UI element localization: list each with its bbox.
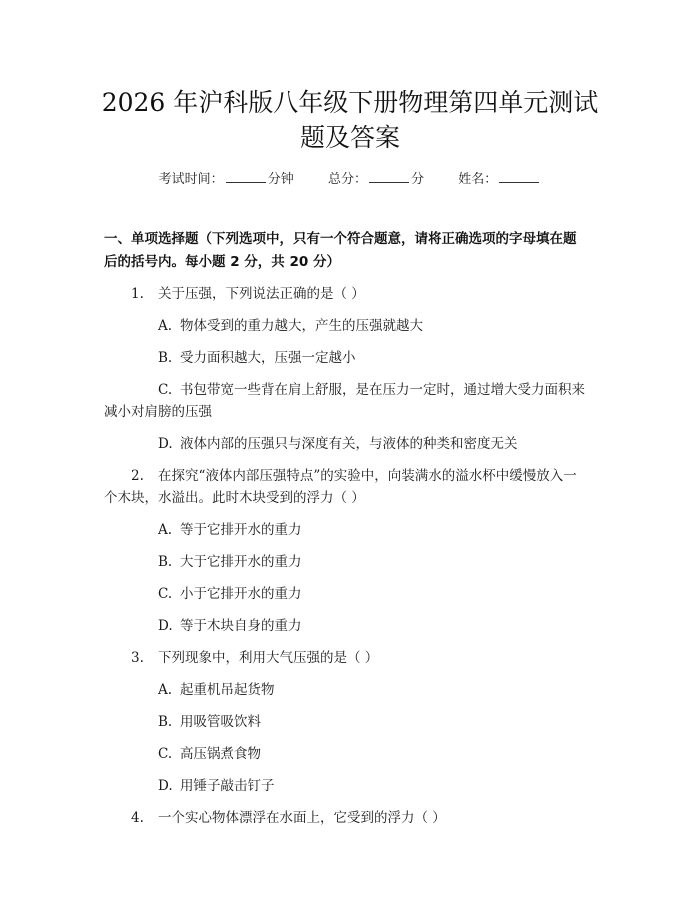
- question-stem: 下列现象中，利用大气压强的是（ ）: [158, 650, 379, 666]
- option-2a: [104, 518, 604, 542]
- option-2d: [104, 614, 604, 638]
- option-text: 小于它排开水的重力: [180, 586, 302, 602]
- page-title: 2026 年沪科版八年级下册物理第四单元测试: [101, 88, 599, 117]
- option-text: 液体内部的压强只与深度有关，与液体的种类和密度无关: [180, 436, 518, 452]
- option-3a: [104, 678, 604, 702]
- name-blank: [499, 170, 539, 183]
- question-stem-continued: 个木块，水溢出。此时木块受到的浮力（ ）: [104, 490, 365, 506]
- option-text: 大于它排开水的重力: [180, 554, 302, 570]
- question-2: [104, 464, 604, 488]
- option-2b: [104, 550, 604, 574]
- option-1d: [104, 432, 604, 456]
- option-3b: [104, 710, 604, 734]
- exam-info-line: [0, 168, 700, 187]
- section-heading-continued: 后的括号内。每小题 2 分，共 20 分）: [104, 254, 340, 270]
- time-blank: [226, 170, 266, 183]
- score-blank: [369, 170, 409, 183]
- option-text: 起重机吊起货物: [180, 682, 275, 698]
- option-letter: D.: [158, 618, 173, 634]
- option-letter: C.: [158, 382, 173, 398]
- option-1a: [104, 314, 604, 338]
- option-text: 等于它排开水的重力: [180, 522, 302, 538]
- option-letter: D.: [158, 436, 173, 452]
- option-2c: [104, 582, 604, 606]
- option-text: 书包带宽一些背在肩上舒服，是在压力一定时，通过增大受力面积来: [180, 382, 585, 398]
- option-letter: C.: [158, 586, 173, 602]
- section-heading: 一、单项选择题（下列选项中，只有一个符合题意，请将正确选项的字母填在题: [104, 231, 577, 247]
- question-3: [104, 646, 604, 670]
- option-letter: A.: [158, 522, 173, 538]
- option-letter: D.: [158, 778, 173, 794]
- question-stem: 关于压强，下列说法正确的是（ ）: [158, 286, 365, 302]
- option-text: 物体受到的重力越大，产生的压强就越大: [180, 318, 423, 334]
- question-4: [104, 806, 604, 830]
- time-unit: 分钟: [267, 172, 294, 187]
- question-stem: 一个实心物体漂浮在水面上，它受到的浮力（ ）: [158, 810, 446, 826]
- option-1c: [104, 378, 604, 402]
- option-letter: B.: [158, 714, 173, 730]
- option-text-continued: 减小对肩膀的压强: [104, 404, 212, 420]
- question-stem: 在探究“液体内部压强特点”的实验中，向装满水的溢水杯中缓慢放入一: [158, 468, 577, 484]
- option-letter: C.: [158, 746, 173, 762]
- option-1c-continued: [104, 400, 604, 424]
- option-letter: B.: [158, 350, 173, 366]
- question-number: 1.: [131, 286, 144, 302]
- time-label: 考试时间：: [158, 172, 224, 187]
- page-title-continued: 题及答案: [299, 123, 400, 152]
- score-unit: 分: [411, 172, 425, 187]
- question-number: 4.: [131, 810, 144, 826]
- option-3c: [104, 742, 604, 766]
- name-label: 姓名：: [458, 172, 498, 187]
- question-number: 2.: [131, 468, 144, 484]
- option-text: 用吸管吸饮料: [180, 714, 261, 730]
- option-text: 用锤子敲击钉子: [180, 778, 275, 794]
- question-number: 3.: [131, 650, 144, 666]
- option-letter: A.: [158, 318, 173, 334]
- question-1: [104, 282, 604, 306]
- option-letter: B.: [158, 554, 173, 570]
- option-3d: [104, 774, 604, 798]
- option-1b: [104, 346, 604, 370]
- option-text: 受力面积越大，压强一定越小: [180, 350, 356, 366]
- option-letter: A.: [158, 682, 173, 698]
- option-text: 等于木块自身的重力: [180, 618, 302, 634]
- question-2-continued: [104, 486, 604, 510]
- score-label: 总分：: [327, 172, 367, 187]
- option-text: 高压锅煮食物: [180, 746, 261, 762]
